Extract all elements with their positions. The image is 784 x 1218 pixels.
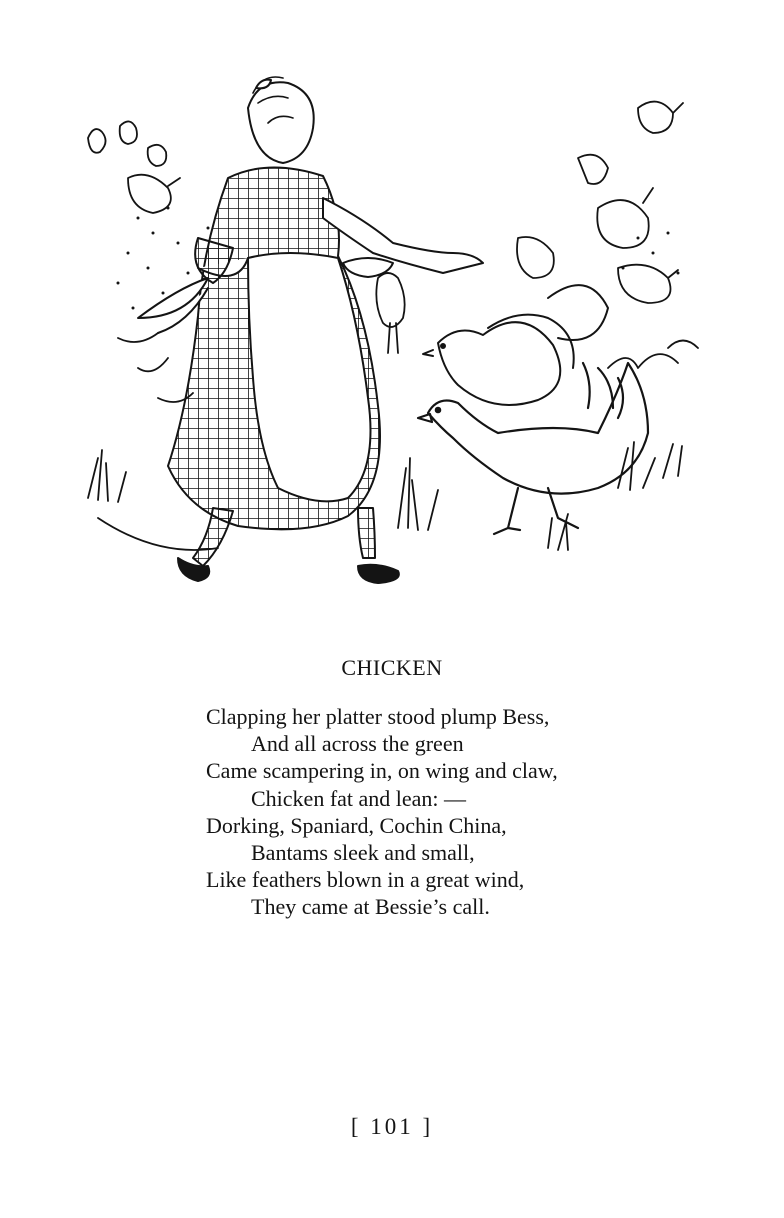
white-hen xyxy=(418,363,648,534)
poem-line: And all across the green xyxy=(251,731,464,757)
poem-line: Like feathers blown in a great wind, xyxy=(206,867,525,893)
chick-top-left xyxy=(88,121,180,213)
poem-line: Came scampering in, on wing and claw, xyxy=(206,758,558,784)
poem-title: CHICKEN xyxy=(341,655,443,680)
poem-line: Bantams sleek and small, xyxy=(251,840,475,866)
page-number: [ 101 ] xyxy=(350,1114,434,1139)
poem-body xyxy=(206,703,726,921)
girl-with-chickens-illustration xyxy=(78,68,718,608)
poem-line: Clapping her platter stood plump Bess, xyxy=(206,704,550,729)
chickens-right xyxy=(423,285,608,405)
poem-line: Chicken fat and lean: — xyxy=(251,785,467,811)
small-chicken xyxy=(376,273,404,353)
chickens-top-right xyxy=(517,102,683,303)
poem-line: Dorking, Spaniard, Cochin China, xyxy=(206,812,507,838)
girl-figure xyxy=(138,77,483,583)
poem-line: They came at Bessie’s call. xyxy=(251,894,490,920)
